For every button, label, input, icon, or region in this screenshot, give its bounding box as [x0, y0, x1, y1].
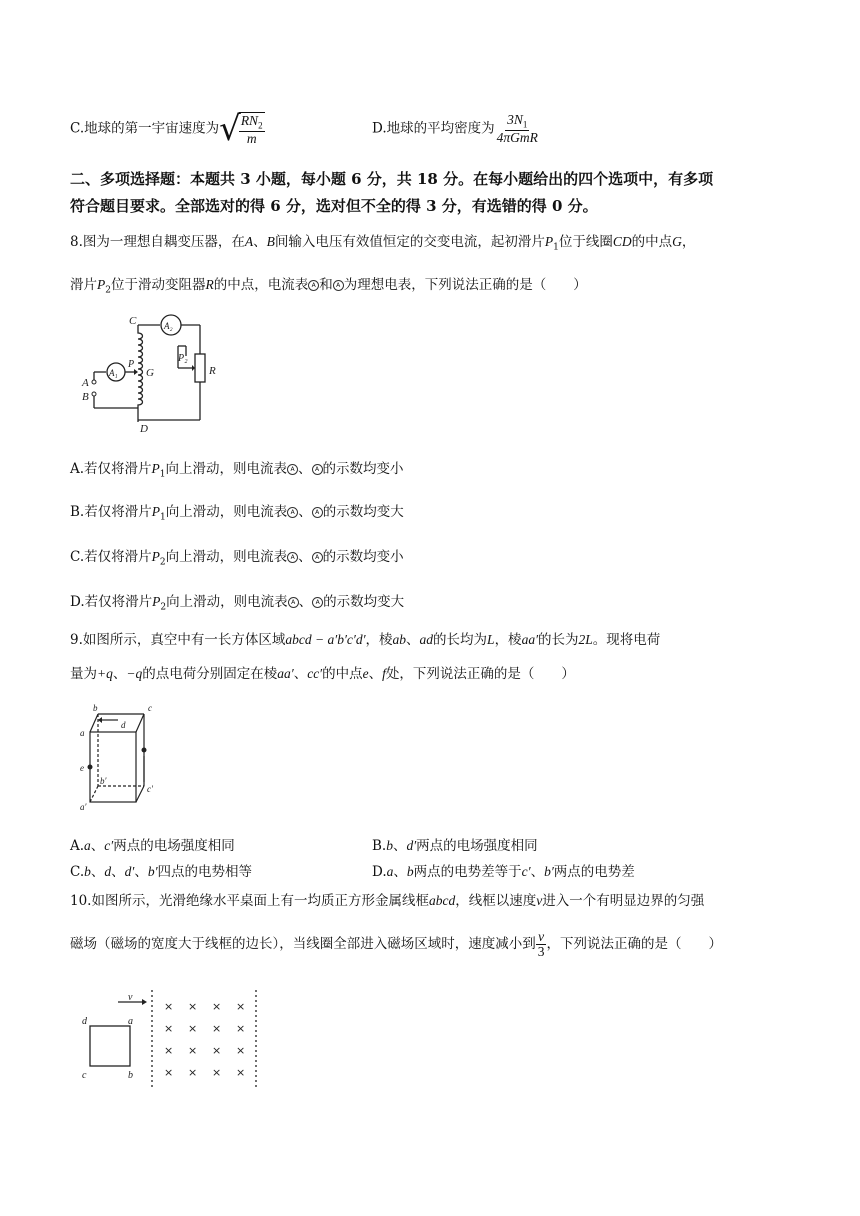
label-b: b — [128, 1070, 133, 1081]
magnetic-field-diagram — [78, 990, 268, 1090]
label-d: D — [140, 423, 148, 434]
q8-option-a[interactable]: A.若仅将滑片$P_1$向上滑动，则电流表 A 、 A 的示数均变小 — [70, 461, 404, 480]
ammeter-a2-icon: A — [333, 280, 344, 291]
q9-option-c[interactable]: C.b、d、d′、b′四点的电势相等 — [70, 864, 253, 880]
field-cross: × — [188, 1066, 198, 1079]
ammeter-a1-icon: A — [308, 280, 319, 291]
sqrt-expression: √ $\frac{RN_2}{m}$ — [219, 109, 263, 150]
section-heading-line1: 二、多项选择题：本题共 3 小题，每小题 6 分，共 18 分。在每小题给出的四个选项中，有多项 — [70, 170, 714, 188]
v-over-3-fraction: $\frac{v}{3}$ — [537, 929, 545, 960]
field-cross: × — [236, 1022, 246, 1035]
label-c: c — [148, 703, 152, 713]
label-d: d — [82, 1016, 87, 1027]
label-c: C — [129, 315, 137, 327]
label-c: c — [82, 1070, 87, 1081]
section-heading-line2: 符合题目要求。全部选对的得 6 分，选对但不全的得 3 分，有选错的得 0 分。 — [70, 197, 598, 215]
label-a: a — [80, 728, 85, 738]
field-cross: × — [164, 1044, 174, 1057]
field-cross: × — [188, 1022, 198, 1035]
field-cross: × — [236, 1000, 246, 1013]
field-cross: × — [164, 1066, 174, 1079]
option-c-text: C.地球的第一宇宙速度为 — [70, 120, 220, 137]
label-r: R — [209, 365, 216, 377]
q10-stem-line1: 10.如图所示，光滑绝缘水平桌面上有一均质正方形金属线框abcd，线框以速度v进入一个有明显边界的匀强 — [70, 893, 705, 909]
ammeter-a1-icon: A — [288, 597, 299, 608]
ammeter-a1-icon: A — [287, 552, 298, 563]
field-cross: × — [188, 1000, 198, 1013]
density-fraction: $\frac{3N_1}{\text{4πGmR}}$ — [496, 112, 538, 146]
q8-option-d[interactable]: D.若仅将滑片$P_2$向上滑动，则电流表 A 、 A 的示数均变大 — [70, 594, 405, 613]
q8-stem-line2: 滑片$P_2$位于滑动变阻器R的中点，电流表 A 和 A 为理想电表，下列说法正确的是（ ） — [70, 277, 587, 296]
label-v: v — [128, 992, 133, 1003]
option-d-text: D.地球的平均密度为 — [372, 120, 495, 137]
q9-stem-line1: 9.如图所示，真空中有一长方体区域abcd − a′b′c′d′，棱ab、ad的长均为L，棱aa′的长为2L。现将电荷 — [70, 632, 661, 648]
cuboid-diagram — [68, 700, 164, 812]
q9-option-b[interactable]: B.b、d′两点的电场强度相同 — [372, 838, 538, 854]
ammeter-a2-icon: A — [312, 464, 323, 475]
label-d: d — [121, 720, 126, 730]
label-b: B — [82, 391, 89, 403]
q8-option-b[interactable]: B.若仅将滑片$P_1$向上滑动，则电流表 A 、 A 的示数均变大 — [70, 504, 404, 523]
ammeter-a2-icon: A — [312, 552, 323, 563]
field-cross: × — [236, 1066, 246, 1079]
field-cross: × — [212, 1066, 222, 1079]
option-d — [372, 113, 540, 145]
field-cross: × — [212, 1022, 222, 1035]
q9-option-d[interactable]: D.a、b两点的电势差等于c′、b′两点的电势差 — [372, 864, 635, 880]
field-cross: × — [164, 1000, 174, 1013]
label-a: a — [128, 1016, 133, 1027]
field-cross: × — [188, 1044, 198, 1057]
transformer-circuit-diagram — [72, 310, 222, 434]
label-e: e — [80, 763, 84, 773]
label-a-prime: a′ — [80, 802, 87, 812]
ammeter-a1-icon: A — [287, 464, 298, 475]
field-cross: × — [164, 1022, 174, 1035]
label-a1: A₁ — [109, 368, 118, 378]
field-cross: × — [236, 1044, 246, 1057]
q9-option-a[interactable]: A.a、c′两点的电场强度相同 — [70, 838, 235, 854]
option-c — [70, 109, 265, 150]
q8-stem-line1: 8.图为一理想自耦变压器，在A、B间输入电压有效值恒定的交变电流，起初滑片$P_1$位于线圈CD的中点G， — [70, 234, 696, 253]
field-cross: × — [212, 1044, 222, 1057]
label-b-prime: b′ — [100, 776, 107, 786]
label-b: b — [93, 703, 98, 713]
label-a: A — [82, 377, 89, 389]
q9-stem-line2: 量为+q、−q的点电荷分别固定在棱aa′、cc′的中点e、f处，下列说法正确的是（ ） — [70, 666, 575, 682]
ammeter-a2-icon: A — [312, 597, 323, 608]
q8-option-c[interactable]: C.若仅将滑片$P_2$向上滑动，则电流表 A 、 A 的示数均变小 — [70, 549, 404, 568]
label-g: G — [146, 367, 154, 379]
label-p2: P₂ — [178, 353, 188, 364]
field-cross: × — [212, 1000, 222, 1013]
ammeter-a2-icon: A — [312, 507, 323, 518]
ammeter-a1-icon: A — [287, 507, 298, 518]
label-c-prime: c′ — [147, 784, 153, 794]
q10-stem-line2: 磁场（磁场的宽度大于线框的边长），当线圈全部进入磁场区域时，速度减小到 $\frac{v}{3}$ ，下列说法正确的是（ ） — [70, 929, 722, 960]
label-p1: P — [128, 359, 135, 370]
label-a2: A₂ — [164, 321, 173, 331]
